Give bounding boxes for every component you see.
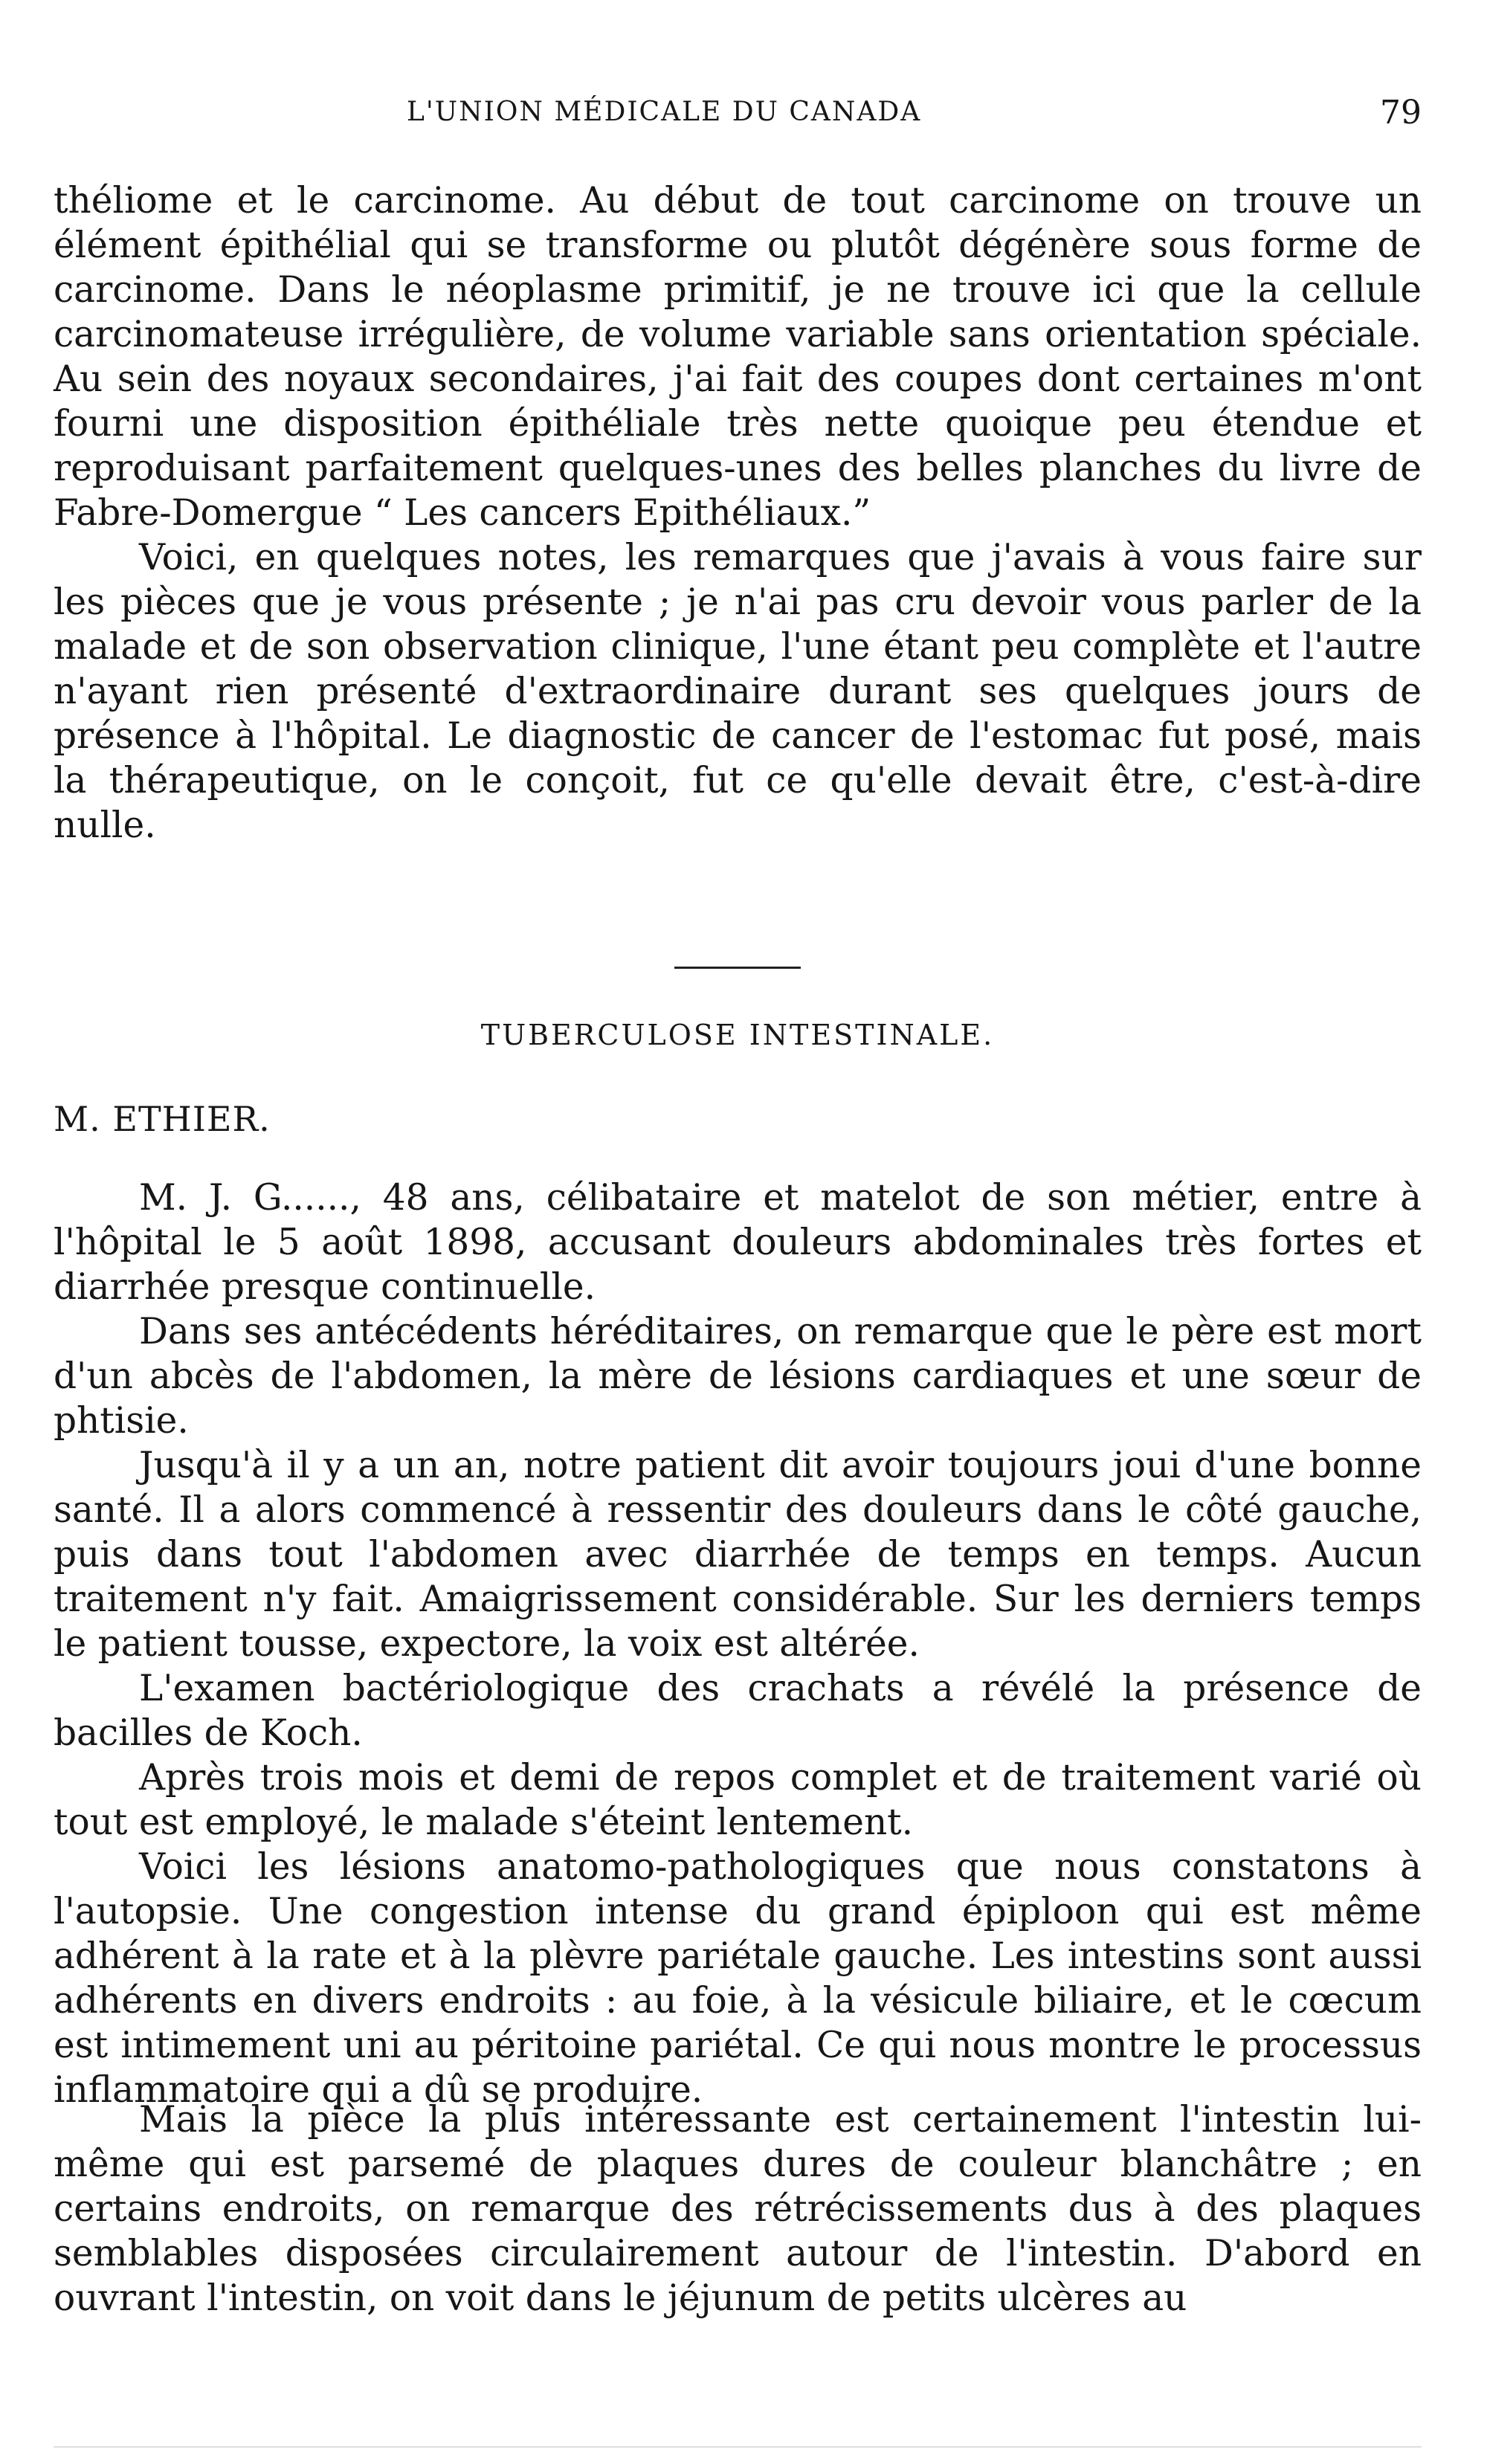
page-bottom-edge — [54, 2446, 1422, 2448]
paragraph: M. J. G......, 48 ans, célibataire et matelot de son métier, entre à l'hôpital le 5 août 1898, accusant douleurs abdominales très fortes et diarrhée presque continuelle. — [54, 1177, 1422, 1308]
paragraph: Mais la pièce la plus intéressante est certainement l'intestin lui-même qui est parsemé de plaques dures de couleur blanchâtre ; en certains endroits, on remarque des rétrécissements dus à des plaques semblables disposées circulairement autour de l'intestin. D'abord en ouvrant l'intestin, on voit dans le jéjunum de petits ulcères au — [54, 2099, 1422, 2319]
author-prefix: M. E — [54, 1099, 138, 1139]
journal-title: L'UNION MÉDICALE DU CANADA — [407, 97, 922, 127]
paragraph: Voici les lésions anatomo-pathologiques que nous constatons à l'autopsie. Une congestion intense du grand épiploon qui est même adhérent à la rate et à la plèvre pariétale gauche. Les intestins sont aussi adhérents en divers endroits : au foie, à la vésicule biliaire, et le cœcum est intimement uni au péritoine pariétal. Ce qui nous montre le processus inflammatoire qui a dû se produire. — [54, 1846, 1422, 2111]
paragraph: Jusqu'à il y a un an, notre patient dit avoir toujours joui d'une bonne santé. Il a alors commencé à ressentir des douleurs dans le côté gauche, puis dans tout l'abdomen avec diarrhée de temps en temps. Aucun traitement n'y fait. Amaigrissement considérable. Sur les derniers temps le patient tousse, expectore, la voix est altérée. — [54, 1445, 1422, 1665]
paragraph: Voici, en quelques notes, les remarques que j'avais à vous faire sur les pièces que je vous présente ; je n'ai pas cru devoir vous parler de la malade et de son observation clinique, l'une étant peu complète et l'autre n'ayant rien présenté d'extraordinaire durant ses quelques jours de présence à l'hôpital. Le diagnostic de cancer de l'estomac fut posé, mais la thérapeutique, on le conçoit, fut ce qu'elle devait être, c'est-à-dire nulle. — [54, 537, 1422, 846]
paragraph: Dans ses antécédents héréditaires, on remarque que le père est mort d'un abcès de l'abdomen, la mère de lésions cardiaques et une sœur de phtisie. — [54, 1311, 1422, 1442]
journal-page — [54, 0, 1422, 2464]
running-header — [54, 94, 1422, 141]
article-author — [54, 1099, 271, 1139]
article-title: TUBERCULOSE INTESTINALE. — [480, 1019, 995, 1051]
paragraph: Après trois mois et demi de repos complet et de traitement varié où tout est employé, le malade s'éteint lentement. — [54, 1757, 1422, 1843]
page-number: 79 — [1380, 94, 1422, 132]
paragraph: théliome et le carcinome. Au début de tout carcinome on trouve un élément épithélial qui se transforme ou plutôt dégénère sous forme de carcinome. Dans le néoplasme primitif, je ne trouve ici que la cellule carcinomateuse irrégulière, de volume variable sans orientation spéciale. Au sein des noyaux secondaires, j'ai fait des coupes dont certaines m'ont fourni une disposition épithéliale très nette quoique peu étendue et reproduisant parfaitement quelques-unes des belles planches du livre de Fabre-Domergue “ Les cancers Epithéliaux.” — [54, 180, 1422, 534]
author-name-rest: THIER. — [138, 1099, 271, 1139]
paragraph: L'examen bactériologique des crachats a révélé la présence de bacilles de Koch. — [54, 1668, 1422, 1754]
section-divider — [674, 967, 801, 969]
previous-article-continuation — [54, 178, 1422, 848]
article-body — [54, 1175, 1422, 2112]
article-body-continued — [54, 2097, 1422, 2321]
